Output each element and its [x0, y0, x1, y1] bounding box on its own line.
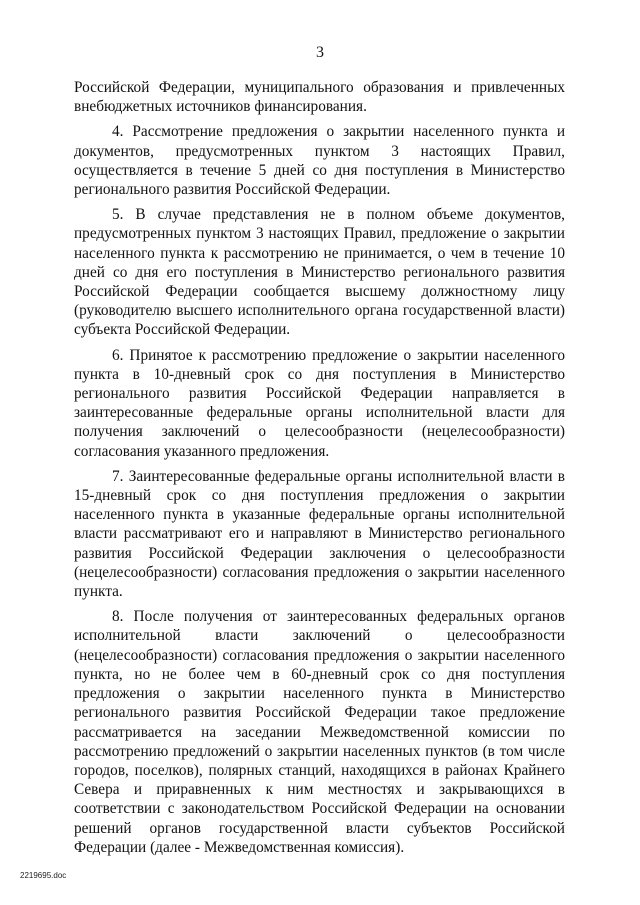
page-number: 3 — [316, 44, 324, 61]
paragraph-continuation: Российской Федерации, муниципального образования и привлеченных внебюджетных источников финансирования. — [74, 79, 565, 116]
paragraph-item-4: 4. Рассмотрение предложения о закрытии населенного пункта и документов, предусмотренных пунктом 3 настоящих Правил, осуществляется в течение 5 дней со дня поступления в Министерство регионального развития Российской Федерации. — [74, 123, 565, 199]
paragraph-item-8: 8. После получения от заинтересованных федеральных органов исполнительной власти заключений о целесообразности (нецелесообразности) согласования предложения о закрытии населенного пункта, но не более чем в 60-дневный срок со дня поступления предложения о закрытии населенного пункта в Министерство регионального развития Российской Федерации такое предложение рассматривается на заседании Межведомственной комиссии по рассмотрению предложений о закрытии населенных пунктов (в том числе городов, поселков), полярных станций, находящихся в районах Крайнего Севера и приравненных к ним местностях и закрывающихся в соответствии с законодательством Российской Федерации на основании решений органов государственной власти субъектов Российской Федерации (далее - Межведомственная комиссия). — [74, 608, 565, 856]
file-name-footer: 2219695.doc — [20, 871, 67, 880]
paragraph-item-5: 5. В случае представления не в полном объеме документов, предусмотренных пунктом 3 настоящих Правил, предложение о закрытии населенного пункта к рассмотрению не принимается, о чем в течение 10 дней со дня его поступления в Министерство регионального развития Российской Федерации сообщается высшему должностному лицу (руководителю высшего исполнительного органа государственной власти) субъекта Российской Федерации. — [74, 206, 565, 339]
document-body — [74, 78, 565, 863]
paragraph-item-6: 6. Принятое к рассмотрению предложение о закрытии населенного пункта в 10-дневный срок со дня поступления в Министерство регионального развития Российской Федерации направляется в заинтересованные федеральные органы исполнительной власти для получения заключений о целесообразности (нецелесообразности) согласования указанного предложения. — [74, 346, 565, 460]
paragraph-item-7: 7. Заинтересованные федеральные органы исполнительной власти в 15-дневный срок со дня поступления предложения о закрытии населенного пункта в указанные федеральные органы исполнительной власти рассматривают его и направляют в Министерство регионального развития Российской Федерации заключения о целесообразности (нецелесообразности) согласования предложения о закрытии населенного пункта. — [74, 467, 565, 601]
